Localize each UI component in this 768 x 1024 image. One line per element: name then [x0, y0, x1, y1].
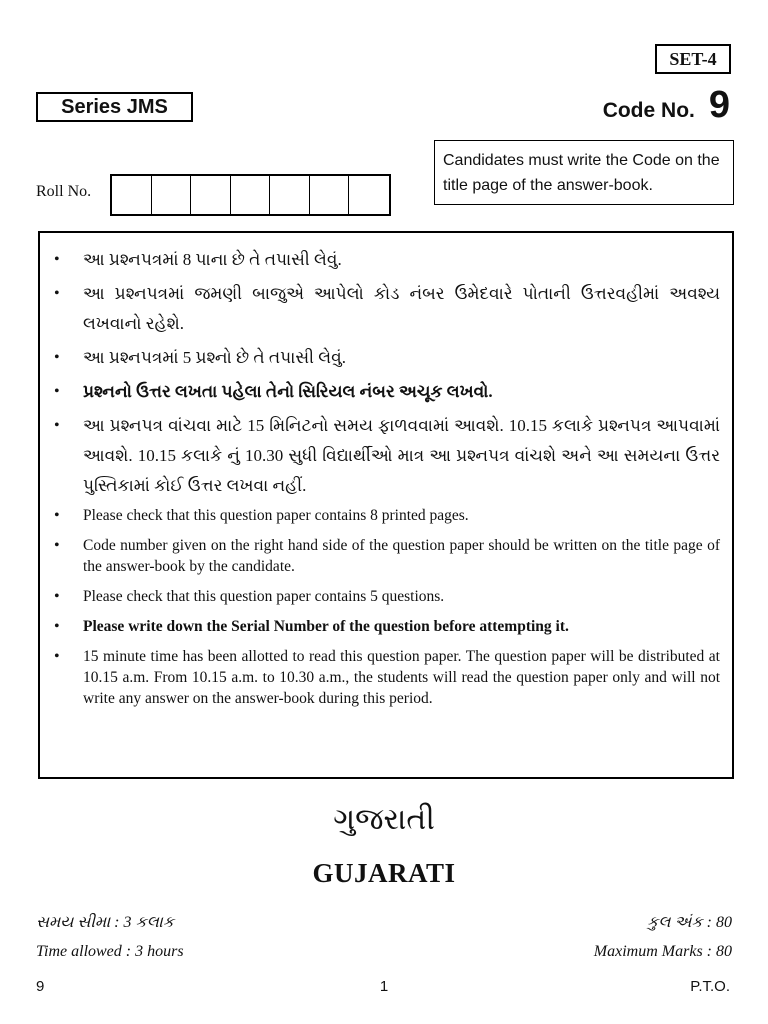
- max-marks-gujarati: કુલ અંક : 80: [647, 914, 732, 931]
- instruction-gujarati: [52, 279, 720, 339]
- set-label: SET-4: [655, 44, 731, 74]
- instruction-text: આ પ્રશ્નપત્રમાં 5 પ્રશ્નો છે તે તપાસી લેવું.: [83, 348, 346, 367]
- instructions-box: [38, 231, 734, 779]
- bullet-icon: •: [54, 285, 60, 302]
- roll-label: Roll No.: [36, 183, 92, 200]
- series-label: Series JMS: [36, 92, 193, 122]
- instruction-english: [52, 535, 720, 577]
- instruction-text: Please write down the Serial Number of the question before attempting it.: [83, 618, 569, 635]
- instruction-english: [52, 505, 720, 526]
- code-value: 9: [708, 84, 730, 126]
- code-number: [603, 84, 730, 127]
- instruction-text: આ પ્રશ્નપત્ર વાંચવા માટે 15 મિનિટનો સમય ફાળવવામાં આવશે. 10.15 કલાકે પ્રશ્નપત્ર આપવામાં આવશે. 10.15 કલાકે નું 10.30 સુધી વિદ્યાર્થીઓ માત્ર આ પ્રશ્નપત્ર વાંચશે અને આ સમયના ઉત્તર પુસ્તિકામાં કોઈ ઉત્તર લખવા નહીં.: [83, 416, 720, 495]
- roll-cell: [152, 176, 192, 214]
- roll-cell: [270, 176, 310, 214]
- instruction-gujarati: [52, 411, 720, 501]
- bullet-icon: •: [54, 618, 60, 635]
- instruction-gujarati: [52, 377, 720, 407]
- bullet-icon: •: [54, 537, 60, 554]
- instruction-gujarati: [52, 343, 720, 373]
- roll-cell: [349, 176, 389, 214]
- instructions-list: [52, 245, 720, 709]
- bullet-icon: •: [54, 648, 60, 665]
- roll-cell: [310, 176, 350, 214]
- instruction-text: Please check that this question paper contains 5 questions.: [83, 588, 445, 605]
- page-number: 1: [379, 978, 389, 995]
- roll-cell: [191, 176, 231, 214]
- bullet-icon: •: [54, 507, 60, 524]
- subject-title-english: GUJARATI: [312, 858, 456, 888]
- bullet-icon: •: [54, 417, 60, 434]
- instruction-gujarati: [52, 245, 720, 275]
- time-allowed: Time allowed : 3 hours: [36, 943, 184, 960]
- bullet-icon: •: [54, 349, 60, 366]
- instruction-text: 15 minute time has been allotted to read this question paper. The question paper will be distributed at 10.15 a.m. From 10.15 a.m. to 10.30 a.m., the students will read the question paper only and will not write any answer on the answer-book during this period.: [83, 648, 720, 707]
- footer-code: 9: [36, 978, 45, 995]
- pto-label: P.T.O.: [690, 978, 730, 995]
- instruction-text: પ્રશ્નનો ઉત્તર લખતા પહેલા તેનો સિરિયલ નંબર અચૂક લખવો.: [83, 382, 493, 401]
- roll-cell: [112, 176, 152, 214]
- instruction-text: Please check that this question paper contains 8 printed pages.: [83, 507, 469, 524]
- instruction-english: [52, 586, 720, 607]
- instruction-text: આ પ્રશ્નપત્રમાં 8 પાના છે તે તપાસી લેવું.: [83, 250, 342, 269]
- max-marks: Maximum Marks : 80: [593, 943, 732, 960]
- roll-cell: [231, 176, 271, 214]
- instruction-text: Code number given on the right hand side of the question paper should be written on the title page of the answer-book by the candidate.: [83, 537, 720, 575]
- instruction-text: આ પ્રશ્નપત્રમાં જમણી બાજુએ આપેલો કોડ નંબર ઉમેદવારે પોતાની ઉત્તરવહીમાં અવશ્ય લખવાનો રહેશે.: [83, 284, 720, 333]
- subject-title-gujarati: ગુજરાતી: [333, 802, 435, 837]
- candidates-note: Candidates must write the Code on the title page of the answer-book.: [434, 140, 734, 205]
- bullet-icon: •: [54, 588, 60, 605]
- instruction-english: [52, 646, 720, 709]
- roll-number-boxes: [110, 174, 391, 216]
- code-label: Code No.: [602, 99, 695, 122]
- bullet-icon: •: [54, 383, 60, 400]
- instruction-english: [52, 616, 720, 637]
- bullet-icon: •: [54, 251, 60, 268]
- time-allowed-gujarati: સમય સીમા : 3 કલાક: [36, 914, 175, 931]
